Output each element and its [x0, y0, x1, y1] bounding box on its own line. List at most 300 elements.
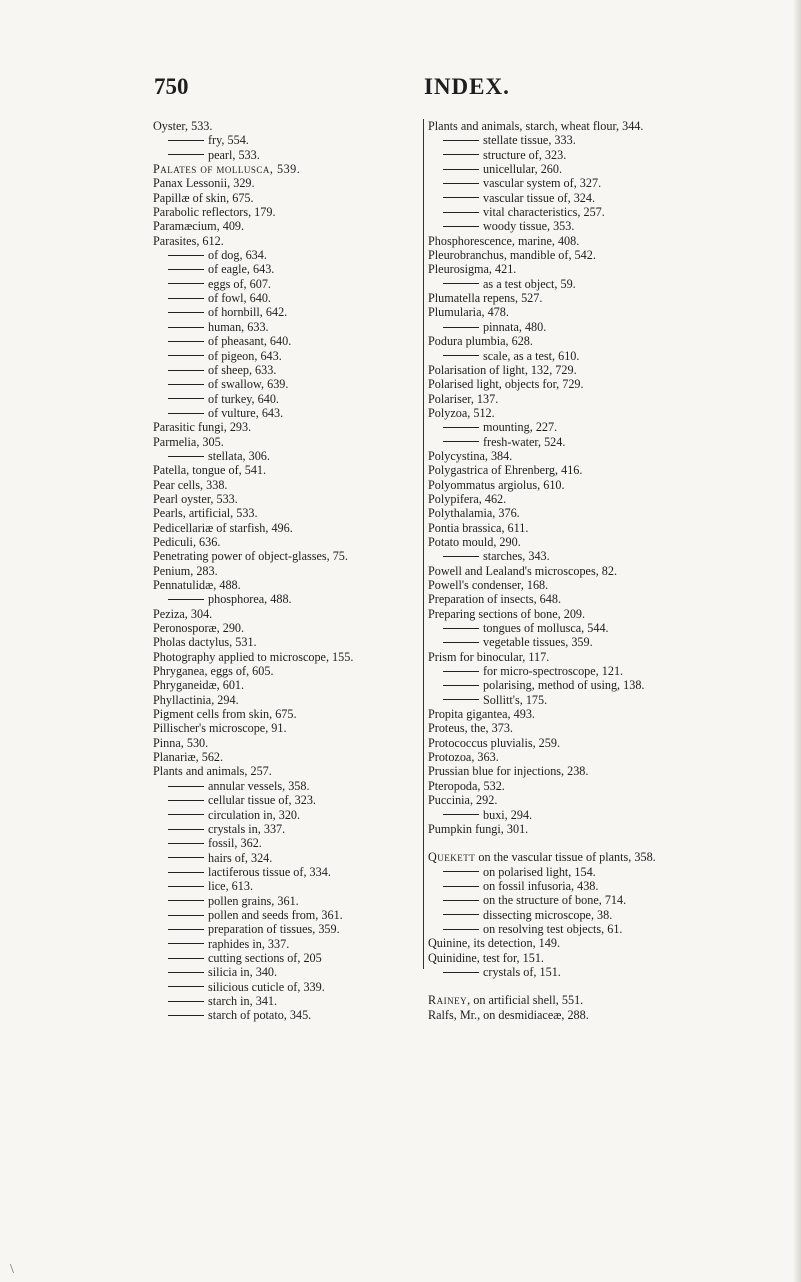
index-entry — [153, 607, 421, 621]
index-subentry — [153, 262, 421, 276]
index-subentry — [153, 1008, 421, 1022]
index-subentry — [428, 549, 720, 563]
entry-text: vital characteristics, 257. — [483, 205, 605, 220]
index-subentry — [428, 277, 720, 291]
entry-text: fry, 554. — [208, 133, 249, 148]
entry-text: cutting sections of, 205 — [208, 950, 322, 965]
index-subentry — [153, 133, 421, 147]
ditto-dash — [443, 914, 479, 915]
ditto-dash — [443, 427, 479, 428]
ditto-dash — [168, 843, 204, 844]
entry-text: Phosphorescence, marine, 408. — [428, 233, 580, 248]
entry-text: Preparing sections of bone, 209. — [428, 606, 586, 621]
index-entry — [428, 363, 720, 377]
entry-text: eggs of, 607. — [208, 276, 271, 291]
index-subentry — [428, 965, 720, 979]
ditto-dash — [168, 140, 204, 141]
entry-text: pollen and seeds from, 361. — [208, 907, 343, 922]
index-entry — [153, 176, 421, 190]
index-subentry — [153, 851, 421, 865]
ditto-dash — [168, 370, 204, 371]
index-entry — [428, 822, 720, 836]
entry-text: Pleurosigma, 421. — [428, 262, 517, 277]
entry-text: lactiferous tissue of, 334. — [208, 864, 331, 879]
ditto-dash — [168, 900, 204, 901]
entry-text: of hornbill, 642. — [208, 305, 288, 320]
index-subentry — [153, 320, 421, 334]
ditto-dash — [443, 169, 479, 170]
ditto-dash — [168, 929, 204, 930]
index-entry — [153, 621, 421, 635]
index-entry — [153, 119, 421, 133]
index-entry — [153, 764, 421, 778]
entry-text: Phryganeidæ, 601. — [153, 678, 245, 693]
entry-text: Pontia brassica, 611. — [428, 520, 529, 535]
index-entry — [428, 592, 720, 606]
index-subentry — [153, 392, 421, 406]
ditto-dash — [168, 398, 204, 399]
ditto-dash — [168, 1001, 204, 1002]
entry-text: scale, as a test, 610. — [483, 348, 580, 363]
index-subentry — [428, 219, 720, 233]
ditto-dash — [443, 212, 479, 213]
entry-text: Preparation of insects, 648. — [428, 592, 562, 607]
entry-text: Pediculi, 636. — [153, 534, 221, 549]
ditto-dash — [168, 872, 204, 873]
entry-text: vegetable tissues, 359. — [483, 635, 593, 650]
entry-text: Pumpkin fungi, 301. — [428, 821, 529, 836]
entry-text: Paramæcium, 409. — [153, 219, 245, 234]
index-subentry — [153, 951, 421, 965]
entry-text: silicia in, 340. — [208, 965, 278, 980]
ditto-dash — [168, 413, 204, 414]
index-entry — [428, 779, 720, 793]
index-entry — [153, 664, 421, 678]
entry-text: of sheep, 633. — [208, 362, 277, 377]
ditto-dash — [168, 341, 204, 342]
entry-text: Plants and animals, 257. — [153, 764, 272, 779]
page-header — [0, 74, 801, 104]
entry-text: pearl, 533. — [208, 147, 260, 162]
ditto-dash — [443, 183, 479, 184]
index-subentry — [428, 808, 720, 822]
index-entry — [428, 736, 720, 750]
index-entry — [153, 420, 421, 434]
entry-text: buxi, 294. — [483, 807, 533, 822]
corner-mark: \ — [10, 1262, 14, 1277]
ditto-dash — [168, 283, 204, 284]
index-entry — [153, 693, 421, 707]
entry-text: Plants and animals, starch, wheat flour, 344. — [428, 119, 644, 133]
entry-text: fresh-water, 524. — [483, 434, 566, 449]
entry-text: Protozoa, 363. — [428, 750, 499, 765]
page-number: 750 — [154, 74, 189, 99]
entry-text: raphides in, 337. — [208, 936, 290, 951]
index-entry — [153, 549, 421, 563]
ditto-dash — [443, 699, 479, 700]
entry-text: pinnata, 480. — [483, 319, 547, 334]
entry-text: of fowl, 640. — [208, 291, 271, 306]
index-entry — [153, 492, 421, 506]
index-subentry — [428, 893, 720, 907]
entry-text: Oyster, 533. — [153, 119, 213, 133]
index-entry — [153, 219, 421, 233]
entry-spacer — [428, 836, 720, 850]
index-entry — [428, 262, 720, 276]
entry-text: tongues of mollusca, 544. — [483, 621, 609, 636]
index-subentry — [428, 879, 720, 893]
entry-spacer — [428, 979, 720, 993]
index-entry — [428, 850, 720, 864]
index-subentry — [153, 449, 421, 463]
entry-text: Pholas dactylus, 531. — [153, 635, 257, 650]
index-subentry — [153, 406, 421, 420]
index-subentry — [153, 994, 421, 1008]
ditto-dash — [443, 327, 479, 328]
index-entry — [153, 736, 421, 750]
entry-text: crystals of, 151. — [483, 964, 561, 979]
index-subentry — [153, 377, 421, 391]
entry-text: Polyzoa, 512. — [428, 405, 495, 420]
entry-text: Protococcus pluvialis, 259. — [428, 735, 561, 750]
entry-text: Patella, tongue of, 541. — [153, 463, 267, 478]
entry-text: Plumularia, 478. — [428, 305, 509, 320]
index-subentry — [428, 635, 720, 649]
entry-text: Phryganea, eggs of, 605. — [153, 664, 274, 679]
index-entry — [428, 492, 720, 506]
entry-text: Puccinia, 292. — [428, 793, 498, 808]
entry-text: Polarised light, objects for, 729. — [428, 377, 584, 392]
ditto-dash — [443, 556, 479, 557]
entry-text: on fossil infusoria, 438. — [483, 878, 599, 893]
ditto-dash — [168, 857, 204, 858]
ditto-dash — [443, 441, 479, 442]
entry-text: Powell and Lealand's microscopes, 82. — [428, 563, 618, 578]
page-edge-shadow — [793, 0, 801, 1282]
entry-text: Quekett on the vascular tissue of plants, 358. — [428, 850, 656, 865]
index-entry — [428, 377, 720, 391]
entry-text: Quinidine, test for, 151. — [428, 950, 544, 965]
entry-text: mounting, 227. — [483, 420, 558, 435]
ditto-dash — [168, 786, 204, 787]
index-subentry — [428, 320, 720, 334]
index-entry — [428, 1008, 720, 1022]
entry-text: Polygastrica of Ehrenberg, 416. — [428, 463, 583, 478]
index-entry — [428, 578, 720, 592]
entry-text: of eagle, 643. — [208, 262, 275, 277]
entry-text: on resolving test objects, 61. — [483, 921, 623, 936]
ditto-dash — [168, 456, 204, 457]
entry-text: Pillischer's microscope, 91. — [153, 721, 287, 736]
ditto-dash — [443, 929, 479, 930]
ditto-dash — [168, 986, 204, 987]
index-subentry — [153, 865, 421, 879]
index-subentry — [153, 291, 421, 305]
index-entry — [153, 721, 421, 735]
entry-text: on polarised light, 154. — [483, 864, 596, 879]
ditto-dash — [443, 671, 479, 672]
ditto-dash — [168, 384, 204, 385]
index-entry — [428, 305, 720, 319]
index-subentry — [153, 277, 421, 291]
index-entry — [428, 119, 720, 133]
index-subentry — [153, 148, 421, 162]
index-subentry — [428, 664, 720, 678]
index-column-right — [428, 119, 720, 1022]
ditto-dash — [443, 642, 479, 643]
index-entry — [153, 435, 421, 449]
index-entry — [428, 334, 720, 348]
entry-text: starches, 343. — [483, 549, 550, 564]
entry-text: Proteus, the, 373. — [428, 721, 513, 736]
entry-text: Plumatella repens, 527. — [428, 291, 543, 306]
entry-text: Penium, 283. — [153, 563, 218, 578]
ditto-dash — [443, 871, 479, 872]
entry-text: dissecting microscope, 38. — [483, 907, 613, 922]
index-entry — [428, 607, 720, 621]
index-entry — [153, 678, 421, 692]
index-entry — [428, 291, 720, 305]
entry-text: Pinna, 530. — [153, 735, 209, 750]
index-subentry — [153, 937, 421, 951]
ditto-dash — [168, 1015, 204, 1016]
index-subentry — [428, 133, 720, 147]
ditto-dash — [443, 814, 479, 815]
index-column-left — [153, 119, 421, 1023]
ditto-dash — [168, 154, 204, 155]
entry-text: unicellular, 260. — [483, 162, 563, 177]
entry-text: stellate tissue, 333. — [483, 133, 576, 148]
index-subentry — [153, 349, 421, 363]
entry-text: Sollitt's, 175. — [483, 692, 548, 707]
entry-text: Polypifera, 462. — [428, 491, 507, 506]
entry-text: hairs of, 324. — [208, 850, 273, 865]
entry-text: Parasites, 612. — [153, 233, 224, 248]
entry-text: Polyommatus argiolus, 610. — [428, 477, 565, 492]
index-subentry — [428, 678, 720, 692]
entry-text: Pleurobranchus, mandible of, 542. — [428, 248, 596, 263]
index-subentry — [428, 693, 720, 707]
ditto-dash — [168, 915, 204, 916]
entry-text: vascular tissue of, 324. — [483, 190, 596, 205]
index-subentry — [153, 894, 421, 908]
entry-text: Rainey, on artificial shell, 551. — [428, 993, 584, 1008]
entry-text: Parabolic reflectors, 179. — [153, 205, 276, 220]
index-entry — [153, 191, 421, 205]
entry-text: Palates of mollusca, 539. — [153, 162, 301, 177]
entry-text: phosphorea, 488. — [208, 592, 292, 607]
index-entry — [428, 234, 720, 248]
index-subentry — [153, 779, 421, 793]
index-entry — [153, 707, 421, 721]
index-entry — [428, 521, 720, 535]
entry-text: of swallow, 639. — [208, 377, 289, 392]
ditto-dash — [168, 972, 204, 973]
ditto-dash — [168, 355, 204, 356]
entry-text: Polariser, 137. — [428, 391, 499, 406]
index-subentry — [428, 621, 720, 635]
index-entry — [428, 721, 720, 735]
entry-text: Panax Lessonii, 329. — [153, 176, 255, 191]
entry-text: of vulture, 643. — [208, 405, 284, 420]
entry-text: on the structure of bone, 714. — [483, 893, 627, 908]
ditto-dash — [443, 685, 479, 686]
index-entry — [428, 993, 720, 1007]
entry-text: Polythalamia, 376. — [428, 506, 520, 521]
entry-text: vascular system of, 327. — [483, 176, 602, 191]
ditto-dash — [443, 972, 479, 973]
ditto-dash — [168, 298, 204, 299]
entry-text: circulation in, 320. — [208, 807, 301, 822]
index-subentry — [153, 334, 421, 348]
ditto-dash — [443, 283, 479, 284]
entry-text: Peziza, 304. — [153, 606, 213, 621]
entry-text: starch in, 341. — [208, 993, 278, 1008]
entry-text: annular vessels, 358. — [208, 778, 310, 793]
ditto-dash — [443, 886, 479, 887]
index-subentry — [428, 908, 720, 922]
index-subentry — [153, 879, 421, 893]
entry-text: Potato mould, 290. — [428, 534, 521, 549]
entry-text: Peronosporæ, 290. — [153, 621, 245, 636]
entry-text: as a test object, 59. — [483, 276, 576, 291]
ditto-dash — [443, 355, 479, 356]
index-entry — [428, 449, 720, 463]
ditto-dash — [168, 599, 204, 600]
index-entry — [428, 707, 720, 721]
index-entry — [428, 936, 720, 950]
index-entry — [153, 478, 421, 492]
entry-text: Photography applied to microscope, 155. — [153, 649, 354, 664]
ditto-dash — [168, 829, 204, 830]
entry-text: Propita gigantea, 493. — [428, 707, 535, 722]
entry-text: for micro-spectroscope, 121. — [483, 664, 624, 679]
entry-text: starch of potato, 345. — [208, 1008, 312, 1023]
entry-text: cellular tissue of, 323. — [208, 793, 316, 808]
entry-text: Pigment cells from skin, 675. — [153, 707, 297, 722]
ditto-dash — [168, 800, 204, 801]
index-entry — [153, 578, 421, 592]
entry-text: Pedicellariæ of starfish, 496. — [153, 520, 293, 535]
index-subentry — [428, 420, 720, 434]
index-entry — [153, 205, 421, 219]
index-subentry — [153, 305, 421, 319]
index-subentry — [153, 592, 421, 606]
index-entry — [153, 750, 421, 764]
entry-text: silicious cuticle of, 339. — [208, 979, 325, 994]
entry-text: pollen grains, 361. — [208, 893, 299, 908]
ditto-dash — [443, 154, 479, 155]
entry-text: Prussian blue for injections, 238. — [428, 764, 589, 779]
running-title: INDEX. — [424, 74, 510, 99]
index-subentry — [428, 435, 720, 449]
index-entry — [428, 750, 720, 764]
entry-text: of dog, 634. — [208, 248, 267, 263]
entry-text: stellata, 306. — [208, 448, 270, 463]
entry-text: Parmelia, 305. — [153, 434, 224, 449]
ditto-dash — [443, 628, 479, 629]
entry-text: preparation of tissues, 359. — [208, 922, 340, 937]
index-entry — [153, 650, 421, 664]
ditto-dash — [168, 958, 204, 959]
index-subentry — [428, 865, 720, 879]
ditto-dash — [443, 226, 479, 227]
entry-text: Parasitic fungi, 293. — [153, 420, 252, 435]
entry-text: Ralfs, Mr., on desmidiaceæ, 288. — [428, 1007, 589, 1022]
index-subentry — [153, 965, 421, 979]
entry-text: Powell's condenser, 168. — [428, 578, 549, 592]
index-entry — [428, 392, 720, 406]
index-entry — [153, 521, 421, 535]
index-entry — [153, 162, 421, 176]
entry-text: Pear cells, 338. — [153, 477, 228, 492]
index-entry — [153, 564, 421, 578]
entry-text: lice, 613. — [208, 879, 254, 894]
entry-text: woody tissue, 353. — [483, 219, 575, 234]
entry-text: crystals in, 337. — [208, 821, 286, 836]
ditto-dash — [443, 197, 479, 198]
entry-text: Pearls, artificial, 533. — [153, 506, 258, 521]
entry-text: Planariæ, 562. — [153, 750, 224, 765]
entry-text: Podura plumbia, 628. — [428, 334, 533, 349]
index-entry — [428, 535, 720, 549]
index-subentry — [153, 836, 421, 850]
entry-text: fossil, 362. — [208, 836, 262, 851]
entry-text: Polycystina, 384. — [428, 448, 513, 463]
index-entry — [428, 478, 720, 492]
entry-text: Pearl oyster, 533. — [153, 491, 238, 506]
ditto-dash — [168, 312, 204, 313]
index-entry — [153, 635, 421, 649]
index-entry — [153, 234, 421, 248]
ditto-dash — [443, 900, 479, 901]
index-entry — [153, 506, 421, 520]
index-entry — [428, 248, 720, 262]
index-subentry — [153, 908, 421, 922]
index-subentry — [428, 162, 720, 176]
entry-text: human, 633. — [208, 319, 269, 334]
index-entry — [428, 463, 720, 477]
entry-text: structure of, 323. — [483, 147, 567, 162]
entry-text: Phyllactinia, 294. — [153, 692, 239, 707]
index-entry — [428, 951, 720, 965]
index-subentry — [153, 980, 421, 994]
index-subentry — [428, 349, 720, 363]
index-subentry — [153, 793, 421, 807]
column-divider — [423, 119, 424, 969]
ditto-dash — [443, 140, 479, 141]
index-entry — [153, 535, 421, 549]
ditto-dash — [168, 886, 204, 887]
index-subentry — [153, 822, 421, 836]
index-entry — [428, 564, 720, 578]
index-entry — [153, 463, 421, 477]
index-entry — [428, 650, 720, 664]
entry-text: of turkey, 640. — [208, 391, 279, 406]
ditto-dash — [168, 814, 204, 815]
index-entry — [428, 764, 720, 778]
ditto-dash — [168, 327, 204, 328]
index-entry — [428, 506, 720, 520]
index-subentry — [428, 205, 720, 219]
entry-text: Prism for binocular, 117. — [428, 649, 550, 664]
entry-text: polarising, method of using, 138. — [483, 678, 645, 693]
index-subentry — [153, 922, 421, 936]
index-subentry — [153, 363, 421, 377]
entry-text: Polarisation of light, 132, 729. — [428, 362, 577, 377]
entry-text: of pheasant, 640. — [208, 334, 292, 349]
index-subentry — [428, 176, 720, 190]
